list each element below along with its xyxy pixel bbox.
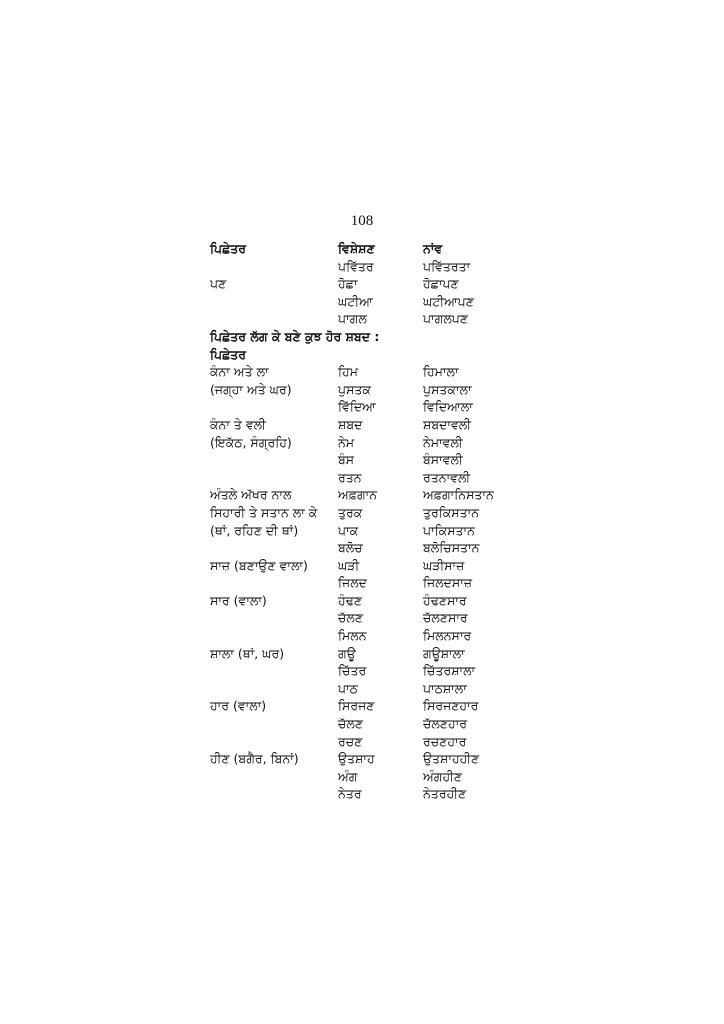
row-derived-word: ਸ਼ਬਦਾਵਲੀ: [423, 416, 472, 432]
page-number: 108: [350, 213, 374, 229]
row-base-word: ਗਊ: [338, 645, 356, 661]
header-noun: ਨਾਂਵ: [423, 241, 443, 256]
row-base-word: ਚੱਲਣ: [338, 716, 364, 732]
row-suffix: ਹਾਰ (ਵਾਲਾ): [210, 698, 267, 714]
row-derived-word: ਹਿਮਾਲਾ: [423, 364, 459, 380]
row-suffix: [210, 627, 338, 645]
table-row: [210, 416, 530, 434]
row-derived-word: ਵਿਦਿਆਲਾ: [423, 399, 473, 415]
row-suffix: [210, 310, 338, 328]
row-base-word: ਉਤਸ਼ਾਹ: [338, 751, 375, 767]
table-row: [210, 609, 530, 627]
table-row: [210, 381, 530, 399]
table-row: [210, 363, 530, 381]
row-derived-word: ਰਚਣਹਾਰ: [423, 733, 467, 749]
row-derived-word: ਪਵਿੱਤਰਤਾ: [423, 258, 471, 274]
row-suffix: ਅੰਤਲੇ ਅੱਖਰ ਨਾਲ: [210, 487, 292, 503]
row-derived-word: ਤੁਰਕਿਸਤਾਨ: [423, 504, 480, 520]
row-base-word: ਹੰਢਣ: [338, 592, 362, 608]
table-row: [210, 768, 530, 786]
row-suffix: ਸਾਰ (ਵਾਲਾ): [210, 592, 267, 608]
table-row: [210, 451, 530, 469]
row-base-word: ਵਿੱਦਿਆ: [338, 399, 376, 415]
row-base-word: ਹੋਛਾ: [338, 276, 358, 292]
table-row: [210, 645, 530, 663]
row-base-word: ਮਿਲਨ: [338, 628, 367, 644]
row-suffix: [210, 662, 338, 680]
table-row: [210, 398, 530, 416]
row-suffix: ਹੀਣ (ਬਗੈਰ, ਬਿਨਾਂ): [210, 751, 299, 767]
header-suffix: ਪਿਛੇਤਰ: [210, 241, 247, 256]
row-derived-word: ਪਾਠਸ਼ਾਲਾ: [423, 680, 467, 696]
page-content: [210, 240, 530, 803]
row-base-word: ਤੁਰਕ: [338, 504, 363, 520]
row-suffix: [210, 451, 338, 469]
row-suffix: [210, 680, 338, 698]
row-suffix: [210, 258, 338, 276]
row-derived-word: ਪਾਗਲਪਣ: [423, 311, 468, 327]
table-row: [210, 662, 530, 680]
row-derived-word: ਸਿਰਜਣਹਾਰ: [423, 698, 479, 714]
row-derived-word: ਉਤਸ਼ਾਹਹੀਣ: [423, 751, 480, 767]
row-suffix: ਪਣ: [210, 276, 227, 292]
section-subheading: ਪਿਛੇਤਰ: [210, 346, 247, 362]
row-suffix: [210, 733, 338, 751]
row-base-word: ਘਟੀਆ: [338, 293, 373, 309]
row-derived-word: ਹੰਢਣਸਾਰ: [423, 592, 467, 608]
row-derived-word: ਚੱਲਣਸਾਰ: [423, 610, 468, 626]
table-row: [210, 469, 530, 487]
row-base-word: ਸ਼ਬਦ: [338, 416, 363, 432]
row-base-word: ਨੇਮ: [338, 434, 355, 450]
table-row: [210, 785, 530, 803]
row-suffix: [210, 609, 338, 627]
section-heading: ਪਿਛੇਤਰ ਲੱਗ ਕੇ ਬਣੇ ਕੁਝ ਹੋਰ ਸ਼ਬਦ :: [210, 328, 380, 344]
row-base-word: ਨੇਤਰ: [338, 786, 362, 802]
row-derived-word: ਮਿਲਨਸਾਰ: [423, 628, 472, 644]
table-row: [210, 697, 530, 715]
row-derived-word: ਨੇਮਾਵਲੀ: [423, 434, 463, 450]
row-base-word: ਰਚਣ: [338, 733, 363, 749]
row-derived-word: ਗਊਸ਼ਾਲਾ: [423, 645, 465, 661]
row-derived-word: ਅਫ਼ਗਾਨਿਸਤਾਨ: [423, 487, 494, 503]
row-derived-word: ਬਲੋਚਿਸਤਾਨ: [423, 540, 480, 556]
table-row: [210, 504, 530, 522]
table-row: [210, 310, 530, 328]
table-row: [210, 627, 530, 645]
row-base-word: ਜਿਲਦ: [338, 575, 367, 591]
row-suffix: ਕੰਨਾ ਅਤੇ ਲਾ: [210, 364, 269, 380]
row-base-word: ਪਾਠ: [338, 680, 358, 696]
row-suffix: [210, 768, 338, 786]
row-suffix: (ਥਾਂ, ਰਹਿਣ ਦੀ ਥਾਂ): [210, 522, 299, 538]
row-suffix: ਸ਼ਾਲਾ (ਥਾਂ, ਘਰ): [210, 645, 285, 661]
row-derived-word: ਪਾਕਿਸਤਾਨ: [423, 522, 475, 538]
table-header-row: [210, 240, 530, 258]
row-derived-word: ਚਿੱਤਰਸ਼ਾਲਾ: [423, 663, 476, 679]
row-suffix: [210, 293, 338, 311]
row-derived-word: ਰਤਨਾਵਲੀ: [423, 469, 471, 485]
row-base-word: ਰਤਨ: [338, 469, 362, 485]
row-derived-word: ਪੁਸਤਕਾਲਾ: [423, 381, 472, 397]
row-suffix: (ਜਗ੍ਹਾ ਅਤੇ ਘਰ): [210, 381, 292, 397]
row-base-word: ਚੱਲਣ: [338, 610, 364, 626]
table-row: [210, 522, 530, 540]
row-base-word: ਪਵਿੱਤਰ: [338, 258, 374, 274]
row-base-word: ਬੰਸ: [338, 452, 355, 468]
row-suffix: [210, 785, 338, 803]
row-derived-word: ਬੰਸਾਵਲੀ: [423, 452, 463, 468]
row-derived-word: ਨੇਤਰਹੀਣ: [423, 786, 467, 802]
row-suffix: [210, 398, 338, 416]
row-derived-word: ਹੋਛਾਪਣ: [423, 276, 459, 292]
table-row: [210, 715, 530, 733]
row-base-word: ਸਿਰਜਣ: [338, 698, 375, 714]
row-derived-word: ਜਿਲਦਸਾਜ਼: [423, 575, 472, 591]
row-base-word: ਅੰਗ: [338, 768, 358, 784]
row-derived-word: ਘਟੀਆਪਣ: [423, 293, 474, 309]
table-row: [210, 539, 530, 557]
table-row: [210, 275, 530, 293]
row-suffix: [210, 469, 338, 487]
table-row: [210, 434, 530, 452]
table-row: [210, 574, 530, 592]
row-base-word: ਪੁਸਤਕ: [338, 381, 371, 397]
row-suffix: [210, 715, 338, 733]
table-row: [210, 557, 530, 575]
row-suffix: ਸਿਹਾਰੀ ਤੇ ਸਤਾਨ ਲਾ ਕੇ: [210, 504, 318, 520]
table-row: [210, 592, 530, 610]
table-row: [210, 258, 530, 276]
row-suffix: ਕੰਨਾ ਤੇ ਵਲੀ: [210, 416, 266, 432]
table-row: [210, 680, 530, 698]
table-row: [210, 486, 530, 504]
row-suffix: (ਇਕੱਠ, ਸੰਗ੍ਰਹਿ): [210, 434, 292, 450]
table-row: [210, 733, 530, 751]
row-base-word: ਘੜੀ: [338, 557, 360, 573]
row-base-word: ਅਫ਼ਗਾਨ: [338, 487, 378, 503]
row-derived-word: ਅੰਗਹੀਣ: [423, 768, 463, 784]
row-derived-word: ਚੱਲਣਹਾਰ: [423, 716, 468, 732]
row-suffix: [210, 574, 338, 592]
row-base-word: ਪਾਗਲ: [338, 311, 367, 327]
row-derived-word: ਘੜੀਸਾਜ਼: [423, 557, 465, 573]
table-row: [210, 750, 530, 768]
row-suffix: ਸਾਜ਼ (ਬਣਾਉਣ ਵਾਲਾ): [210, 557, 308, 573]
table-row: [210, 293, 530, 311]
table1-body: [210, 258, 530, 328]
table2-body: [210, 363, 530, 803]
row-base-word: ਪਾਕ: [338, 522, 359, 538]
header-adjective: ਵਿਸ਼ੇਸ਼ਣ: [338, 241, 375, 256]
row-suffix: [210, 539, 338, 557]
row-base-word: ਹਿਮ: [338, 364, 358, 380]
row-base-word: ਚਿੱਤਰ: [338, 663, 367, 679]
row-base-word: ਬਲੋਚ: [338, 540, 363, 556]
